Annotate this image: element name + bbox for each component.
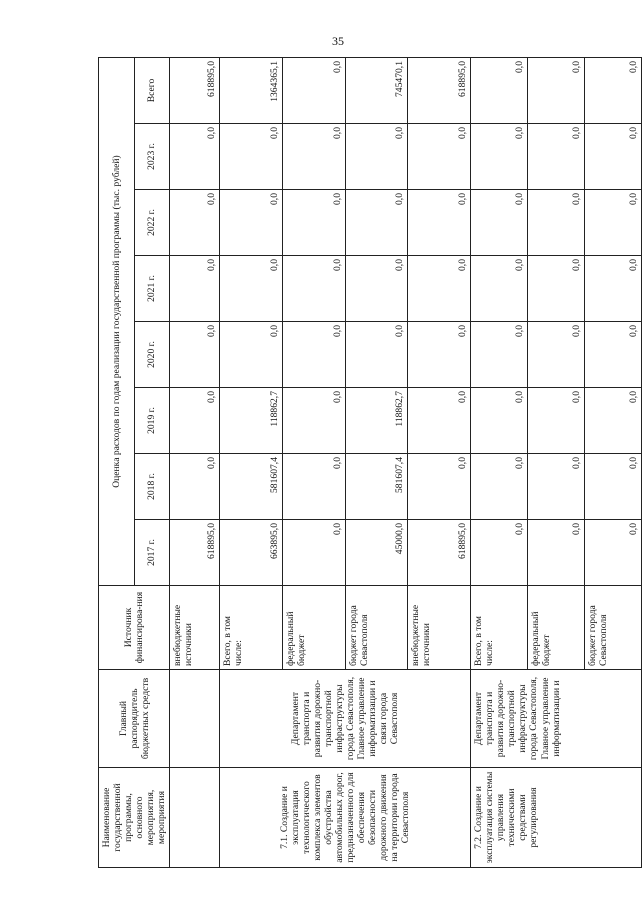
value-cell: 0,0 [471,256,528,322]
value-cell: 618895,0 [170,58,220,124]
manager-cell: Департамент транспорта и развития дорожно-транспортной инфраструктуры города Севастополя, Главное управление информатизации и связи города Севастополя [219,670,471,768]
funding-source-cell: федеральный бюджет [528,586,585,670]
value-cell: 0,0 [528,256,585,322]
funding-source-cell: внебюджетные источники [408,586,471,670]
header-total: Всего [134,58,170,124]
value-cell: 1364365,1 [219,58,282,124]
value-cell: 0,0 [282,322,345,388]
value-cell: 0,0 [408,454,471,520]
measure-name-cell: 7.2. Создание и эксплуатация системы управления техническими средствами регулирования [471,768,642,868]
value-cell: 0,0 [282,124,345,190]
value-cell: 0,0 [528,454,585,520]
value-cell: 0,0 [585,388,642,454]
value-cell: 0,0 [471,454,528,520]
value-cell: 0,0 [282,454,345,520]
value-cell: 618895,0 [170,520,220,586]
value-cell: 0,0 [528,58,585,124]
value-cell: 0,0 [528,124,585,190]
funding-source-cell: Всего, в том числе: [219,586,282,670]
value-cell: 0,0 [585,256,642,322]
value-cell: 0,0 [219,256,282,322]
header-program-name: Наименование государственной программы, основного мероприятия, мероприятия [99,768,170,868]
table-row [170,58,220,868]
value-cell: 618895,0 [408,520,471,586]
value-cell: 0,0 [408,190,471,256]
value-cell: 0,0 [471,124,528,190]
header-row-1 [99,58,135,868]
value-cell: 581607,4 [219,454,282,520]
value-cell: 0,0 [585,58,642,124]
value-cell: 0,0 [219,190,282,256]
rotated-table-wrapper [98,57,640,868]
value-cell: 0,0 [219,124,282,190]
value-cell: 0,0 [282,58,345,124]
value-cell: 118862,7 [219,388,282,454]
empty-cell [170,768,220,868]
header-year: 2018 г. [134,454,170,520]
value-cell: 0,0 [528,190,585,256]
funding-source-cell: бюджет города Севастополя [585,586,642,670]
value-cell: 0,0 [170,190,220,256]
header-year: 2020 г. [134,322,170,388]
table-row [471,58,528,868]
value-cell: 0,0 [170,256,220,322]
value-cell: 618895,0 [408,58,471,124]
budget-table [98,57,642,868]
value-cell: 0,0 [408,256,471,322]
empty-cell [170,670,220,768]
value-cell: 0,0 [170,388,220,454]
manager-cell: Департамент транспорта и развития дорожно-транспортной инфраструктуры города Севастополя, Главное управление информатизации и [471,670,642,768]
funding-source-cell: федеральный бюджет [282,586,345,670]
value-cell: 745470,1 [345,58,408,124]
value-cell: 0,0 [471,58,528,124]
value-cell: 0,0 [585,454,642,520]
header-year: 2022 г. [134,190,170,256]
value-cell: 0,0 [471,190,528,256]
value-cell: 0,0 [585,124,642,190]
funding-source-cell: Всего, в том числе: [471,586,528,670]
value-cell: 0,0 [345,256,408,322]
value-cell: 0,0 [471,388,528,454]
header-year: 2023 г. [134,124,170,190]
value-cell: 0,0 [282,190,345,256]
page-number: 35 [332,34,344,48]
header-expense-estimate: Оценка расходов по годам реализации государственной программы (тыс. рублей) [99,58,135,586]
header-year: 2017 г. [134,520,170,586]
value-cell: 0,0 [282,256,345,322]
value-cell: 45000,0 [345,520,408,586]
value-cell: 0,0 [585,190,642,256]
value-cell: 0,0 [345,190,408,256]
measure-name-cell: 7.1. Создание и эксплуатация технологического комплекса элементов обустройства автомобильных дорог, предназначенного для обеспечения безопасности дорожного движения на территории города Севастополя [219,768,471,868]
header-year: 2021 г. [134,256,170,322]
value-cell: 0,0 [219,322,282,388]
value-cell: 0,0 [528,322,585,388]
value-cell: 663895,0 [219,520,282,586]
value-cell: 0,0 [408,388,471,454]
header-budget-manager: Главный распорядитель бюджетных средств [99,670,170,768]
value-cell: 0,0 [345,322,408,388]
value-cell: 0,0 [408,124,471,190]
value-cell: 0,0 [345,124,408,190]
value-cell: 0,0 [528,520,585,586]
value-cell: 0,0 [282,388,345,454]
table-row [219,58,282,868]
rotated-sheet [98,57,640,868]
value-cell: 0,0 [471,520,528,586]
header-funding-source: Источник финансирова-ния [99,586,170,670]
value-cell: 0,0 [585,520,642,586]
value-cell: 0,0 [170,322,220,388]
value-cell: 0,0 [408,322,471,388]
funding-source-cell: внебюджетные источники [170,586,220,670]
value-cell: 118862,7 [345,388,408,454]
value-cell: 0,0 [282,520,345,586]
value-cell: 581607,4 [345,454,408,520]
value-cell: 0,0 [170,454,220,520]
value-cell: 0,0 [170,124,220,190]
header-year: 2019 г. [134,388,170,454]
value-cell: 0,0 [528,388,585,454]
funding-source-cell: бюджет города Севастополя [345,586,408,670]
value-cell: 0,0 [585,322,642,388]
value-cell: 0,0 [471,322,528,388]
